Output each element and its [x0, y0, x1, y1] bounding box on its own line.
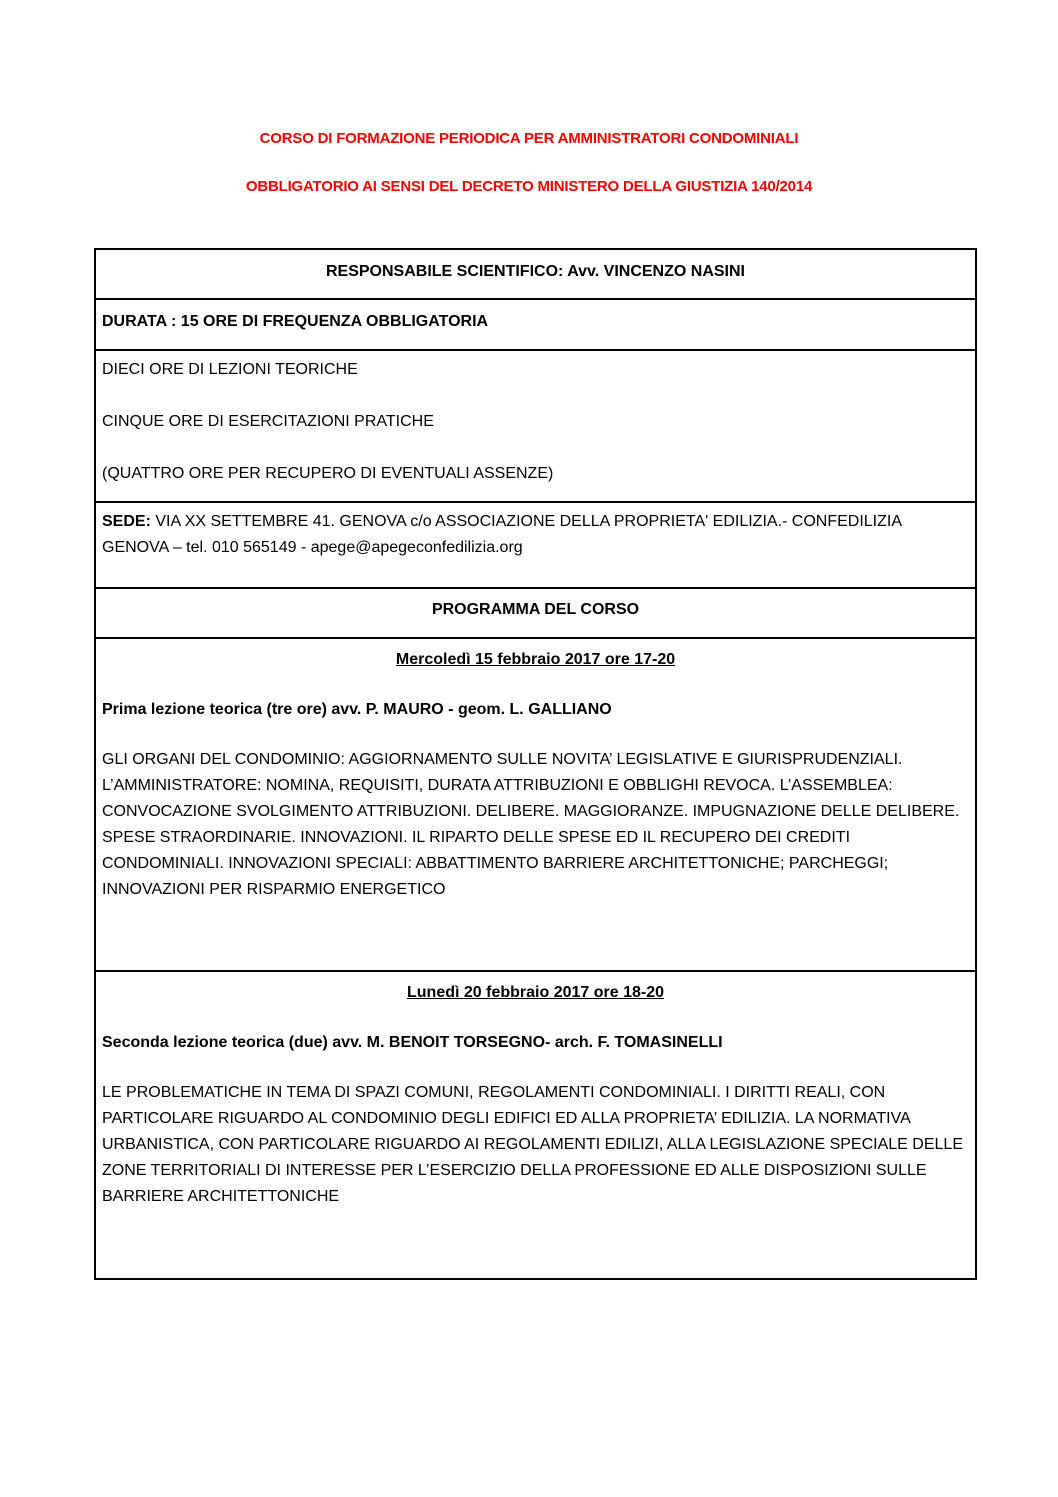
ore-row [96, 351, 975, 503]
responsabile-row [96, 250, 975, 300]
responsabile-text: RESPONSABILE SCIENTIFICO: Avv. VINCENZO NASINI [325, 263, 745, 280]
lesson-date: Lunedì 20 febbraio 2017 ore 18-20 [407, 984, 664, 1001]
lesson-row [96, 972, 975, 1278]
lesson-body: GLI ORGANI DEL CONDOMINIO: AGGIORNAMENTO SULLE NOVITA’ LEGISLATIVE E GIURISPRUDENZIALI. L’AMMINISTRATORE: NOMINA, REQUISITI, DURATA ATTRIBUZIONI E OBBLIGHI REVOCA. L’ASSEMBLEA: CONVOCAZIONE SVOLGIMENTO ATTRIBUZIONI. DELIBERE. MAGGIORANZE. IMPUGNAZIONE DELLE DELIBERE. SPESE STRAORDINARIE. INNOVAZIONI. IL RIPARTO DELLE SPESE ED IL RECUPERO DEI CREDITI CONDOMINIALI. INNOVAZIONI SPECIALI: ABBATTIMENTO BARRIERE ARCHITETTONICHE; PARCHEGGI; INNOVAZIONI PER RISPARMIO ENERGETICO [102, 751, 960, 898]
lesson-row [96, 639, 975, 972]
durata-row [96, 300, 975, 351]
durata-text: DURATA : 15 ORE DI FREQUENZA OBBLIGATORIA [102, 313, 489, 330]
lesson-title: Seconda lezione teorica (due) avv. M. BENOIT TORSEGNO- arch. F. TOMASINELLI [102, 1034, 723, 1051]
course-subtitle: OBBLIGATORIO AI SENSI DEL DECRETO MINISTERO DELLA GIUSTIZIA 140/2014 [245, 178, 813, 195]
sede-text: VIA XX SETTEMBRE 41. GENOVA c/o ASSOCIAZIONE DELLA PROPRIETA' EDILIZIA.- CONFEDILIZIA GENOVA – tel. 010 565149 - apege@apegeconfedilizia.org [102, 513, 902, 556]
lesson-title: Prima lezione teorica (tre ore) avv. P. MAURO - geom. L. GALLIANO [102, 701, 612, 718]
sede-label: SEDE: [102, 513, 151, 530]
ore-pratiche: CINQUE ORE DI ESERCITAZIONI PRATICHE [102, 413, 434, 430]
ore-teoriche: DIECI ORE DI LEZIONI TEORICHE [102, 361, 358, 378]
course-info-table [94, 248, 977, 1280]
ore-recupero: (QUATTRO ORE PER RECUPERO DI EVENTUALI ASSENZE) [102, 465, 554, 482]
sede-row [96, 503, 975, 589]
course-title: CORSO DI FORMAZIONE PERIODICA PER AMMINISTRATORI CONDOMINIALI [259, 130, 799, 147]
programma-row [96, 589, 975, 639]
lesson-body: LE PROBLEMATICHE IN TEMA DI SPAZI COMUNI, REGOLAMENTI CONDOMINIALI. I DIRITTI REALI, CON PARTICOLARE RIGUARDO AL CONDOMINIO DEGLI EDIFICI ED ALLA PROPRIETA’ EDILIZIA. LA NORMATIVA URBANISTICA, CON PARTICOLARE RIGUARDO AI REGOLAMENTI EDILIZI, ALLA LEGISLAZIONE SPECIALE DELLE ZONE TERRITORIALI DI INTERESSE PER L’ESERCIZIO DELLA PROFESSIONE ED ALLE DISPOSIZIONI SULLE BARRIERE ARCHITETTONICHE [102, 1084, 963, 1205]
lesson-date: Mercoledì 15 febbraio 2017 ore 17-20 [395, 651, 676, 668]
programma-text: PROGRAMMA DEL CORSO [431, 601, 640, 618]
